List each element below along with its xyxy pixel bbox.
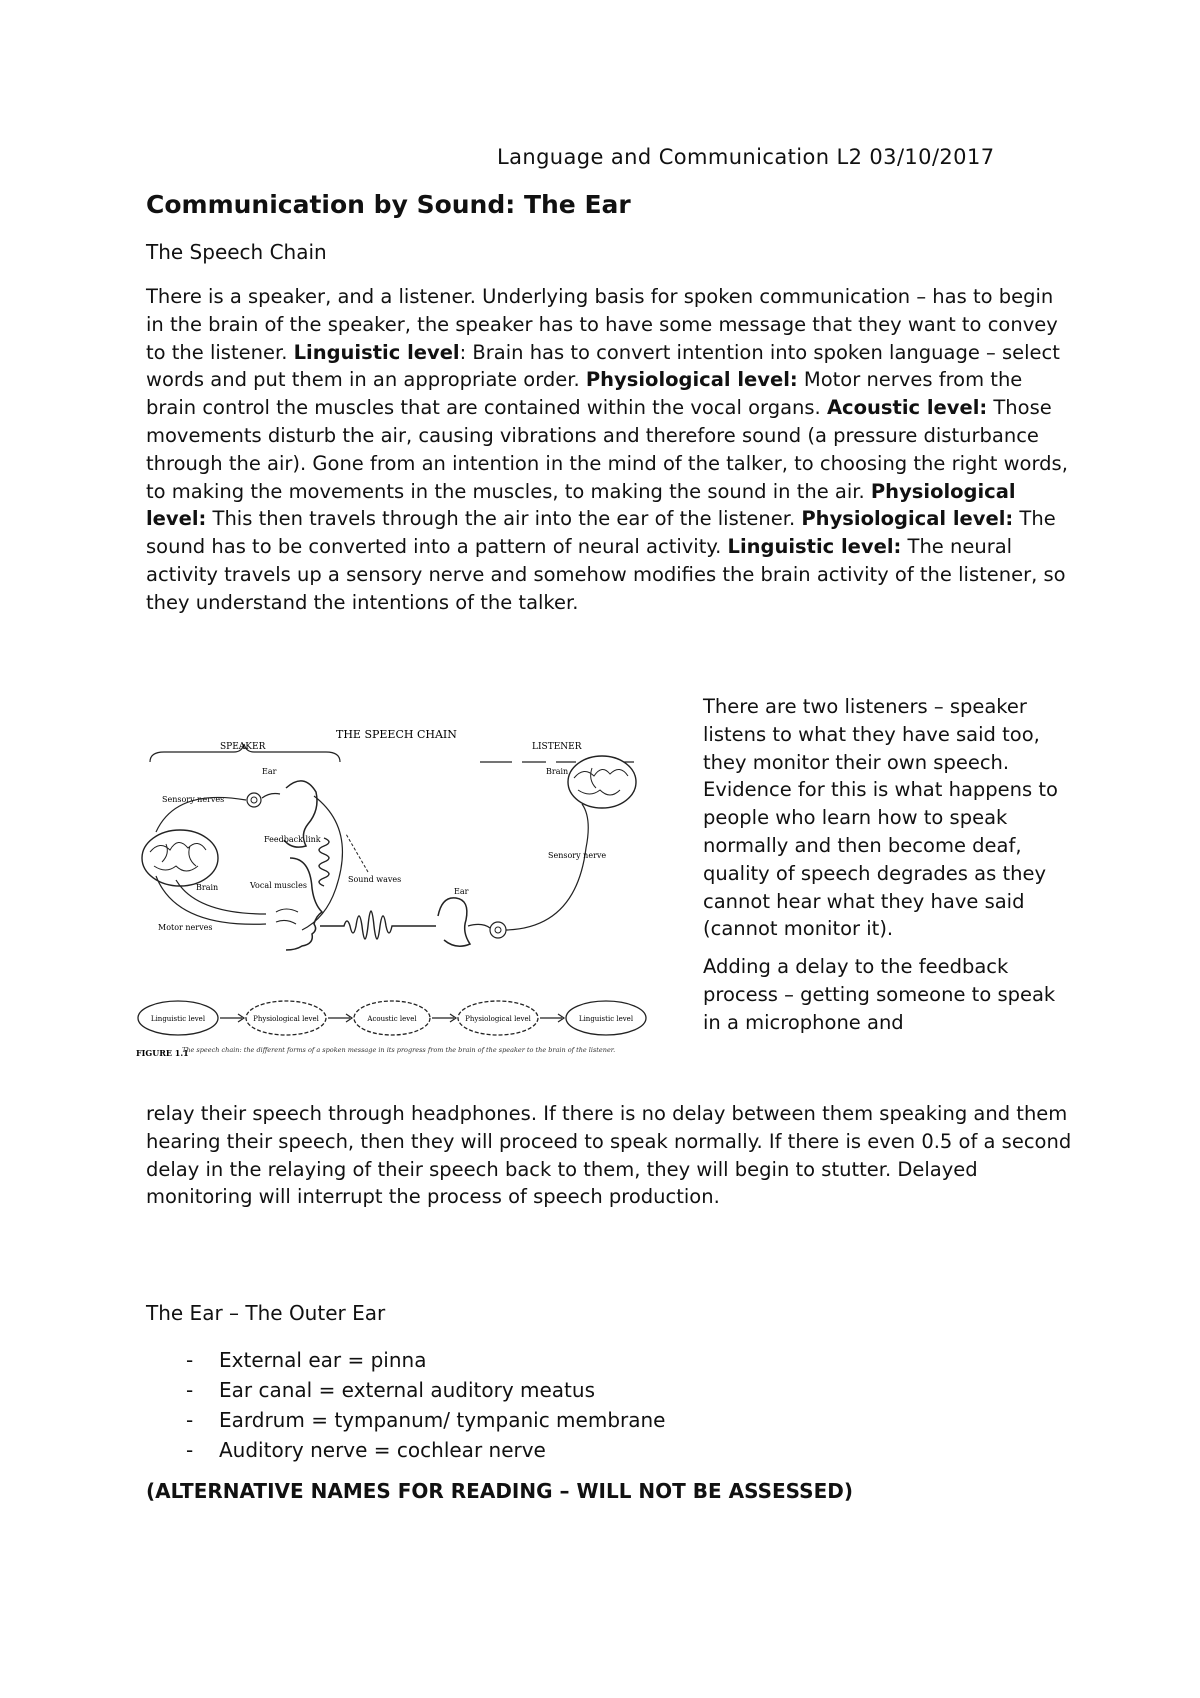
figure-caption-wrapper — [182, 1046, 622, 1076]
term-acoustic-level: Acoustic level: — [826, 396, 988, 420]
text-run: The sound has to be converted into a pattern of neural activity. — [146, 507, 1056, 559]
term-physiological-level: Physiological level: — [801, 507, 1014, 531]
bullet-dash: - — [186, 1408, 194, 1432]
bullet-dash: - — [186, 1348, 194, 1372]
text-run: There is a speaker, and a listener. Underlying basis for spoken communication – has to begin in the brain of the speaker, the speaker has to have some message that they want to convey to the listener. — [146, 285, 1058, 364]
course-header: Language and Communication L2 03/10/2017 — [497, 145, 995, 169]
feedback-wave-icon — [319, 838, 329, 886]
list-item — [146, 1375, 665, 1405]
page-title: Communication by Sound: The Ear — [146, 190, 631, 219]
bullet-dash: - — [186, 1378, 194, 1402]
assessment-note: (ALTERNATIVE NAMES FOR READING – WILL NOT BE ASSESSED) — [146, 1479, 853, 1503]
side-column — [703, 693, 1073, 1047]
level-label: Linguistic level — [578, 1015, 634, 1023]
speech-chain-figure — [136, 718, 666, 1080]
level-arrow — [540, 1014, 564, 1022]
two-listeners-paragraph: There are two listeners – speaker listens to what they have said too, they monitor their own speech. Evidence for this is what happens to people who learn how to speak normally and then become deaf, quality of speech degrades as they cannot hear what they have said (cannot monitor it). — [703, 695, 1058, 941]
text-run: This then travels through the air into the ear of the listener. — [206, 507, 802, 531]
figure-caption-label: FIGURE 1.1 — [136, 1048, 189, 1058]
list-item — [146, 1345, 665, 1375]
level-label: Acoustic level — [367, 1015, 417, 1023]
label-ear-speaker: Ear — [262, 767, 277, 776]
label-sensory-nerves: Sensory nerves — [162, 795, 225, 804]
speech-chain-paragraph — [146, 283, 1071, 617]
label-feedback-link: Feedback link — [264, 835, 321, 844]
text-run: : Brain has to convert intention into spoken language – select words and put them in an appropriate order. — [146, 340, 1060, 392]
label-brain-listener: Brain — [546, 767, 569, 776]
speech-chain-heading: The Speech Chain — [146, 240, 327, 264]
list-item-text: External ear = pinna — [219, 1348, 427, 1372]
list-item-text: Eardrum = tympanum/ tympanic membrane — [219, 1408, 666, 1432]
list-item — [146, 1405, 665, 1435]
label-motor-nerves: Motor nerves — [158, 923, 213, 932]
label-vocal-muscles: Vocal muscles — [250, 881, 307, 890]
term-linguistic-level: Linguistic level: — [727, 535, 902, 559]
listener-brain-icon — [568, 756, 636, 808]
term-physiological-level: Physiological level: — [585, 368, 798, 392]
bullet-dash: - — [186, 1438, 194, 1462]
text-run: Those movements disturb the air, causing vibrations and therefore sound (a pressure disturbance through the air). Gone from an intention in the mind of the talker, to choosing the right words, to making the movements in the muscles, to making the sound in the air. — [146, 396, 1068, 503]
level-arrow — [328, 1014, 352, 1022]
list-item-text: Auditory nerve = cochlear nerve — [219, 1438, 546, 1462]
label-sensory-nerve-listener: Sensory nerve — [548, 851, 607, 860]
level-arrow — [432, 1014, 456, 1022]
term-linguistic-level: Linguistic level — [293, 340, 460, 364]
text-run: The neural activity travels up a sensory nerve and somehow modifies the brain activity of the listener, so they understand the intentions of the talker. — [146, 535, 1066, 614]
delay-paragraph-start: Adding a delay to the feedback process – getting someone to speak in a microphone and — [703, 955, 1056, 1034]
delay-paragraph-continued: relay their speech through headphones. If there is no delay between them speaking and them hearing their speech, then they will proceed to speak normally. If there is even 0.5 of a second delay in the relaying of their speech back to them, they will begin to stutter. Delayed monitoring will interrupt the process of speech production. — [146, 1102, 1072, 1209]
levels-row — [138, 1001, 646, 1035]
list-item — [146, 1435, 665, 1465]
label-brain-speaker: Brain — [196, 883, 219, 892]
figure-caption-text: The speech chain: the different forms of a spoken message in its progress from the brain of the speaker to the brain of the listener. — [182, 1046, 616, 1054]
listener-sensory-path — [506, 804, 588, 930]
outer-ear-heading: The Ear – The Outer Ear — [146, 1301, 386, 1325]
label-ear-listener: Ear — [454, 887, 469, 896]
level-arrow — [220, 1014, 244, 1022]
speaker-brain-icon — [142, 830, 218, 886]
level-label: Linguistic level — [150, 1015, 206, 1023]
list-item-text: Ear canal = external auditory meatus — [219, 1378, 595, 1402]
sound-wave-icon — [320, 911, 436, 939]
outer-ear-list — [146, 1345, 665, 1465]
figure-title: THE SPEECH CHAIN — [336, 728, 457, 741]
sound-waves-arrow — [346, 834, 368, 872]
text-run: Motor nerves from the brain control the muscles that are contained within the vocal organs. — [146, 368, 1023, 420]
level-label: Physiological level — [253, 1015, 319, 1023]
level-label: Physiological level — [465, 1015, 531, 1023]
speaker-label: SPEAKER — [220, 742, 266, 752]
speaker-head-icon — [276, 858, 322, 950]
term-physiological-level: Physiological level: — [146, 479, 1016, 531]
label-sound-waves: Sound waves — [348, 875, 402, 884]
listener-ear-icon — [438, 898, 506, 946]
listener-label: LISTENER — [532, 742, 582, 752]
